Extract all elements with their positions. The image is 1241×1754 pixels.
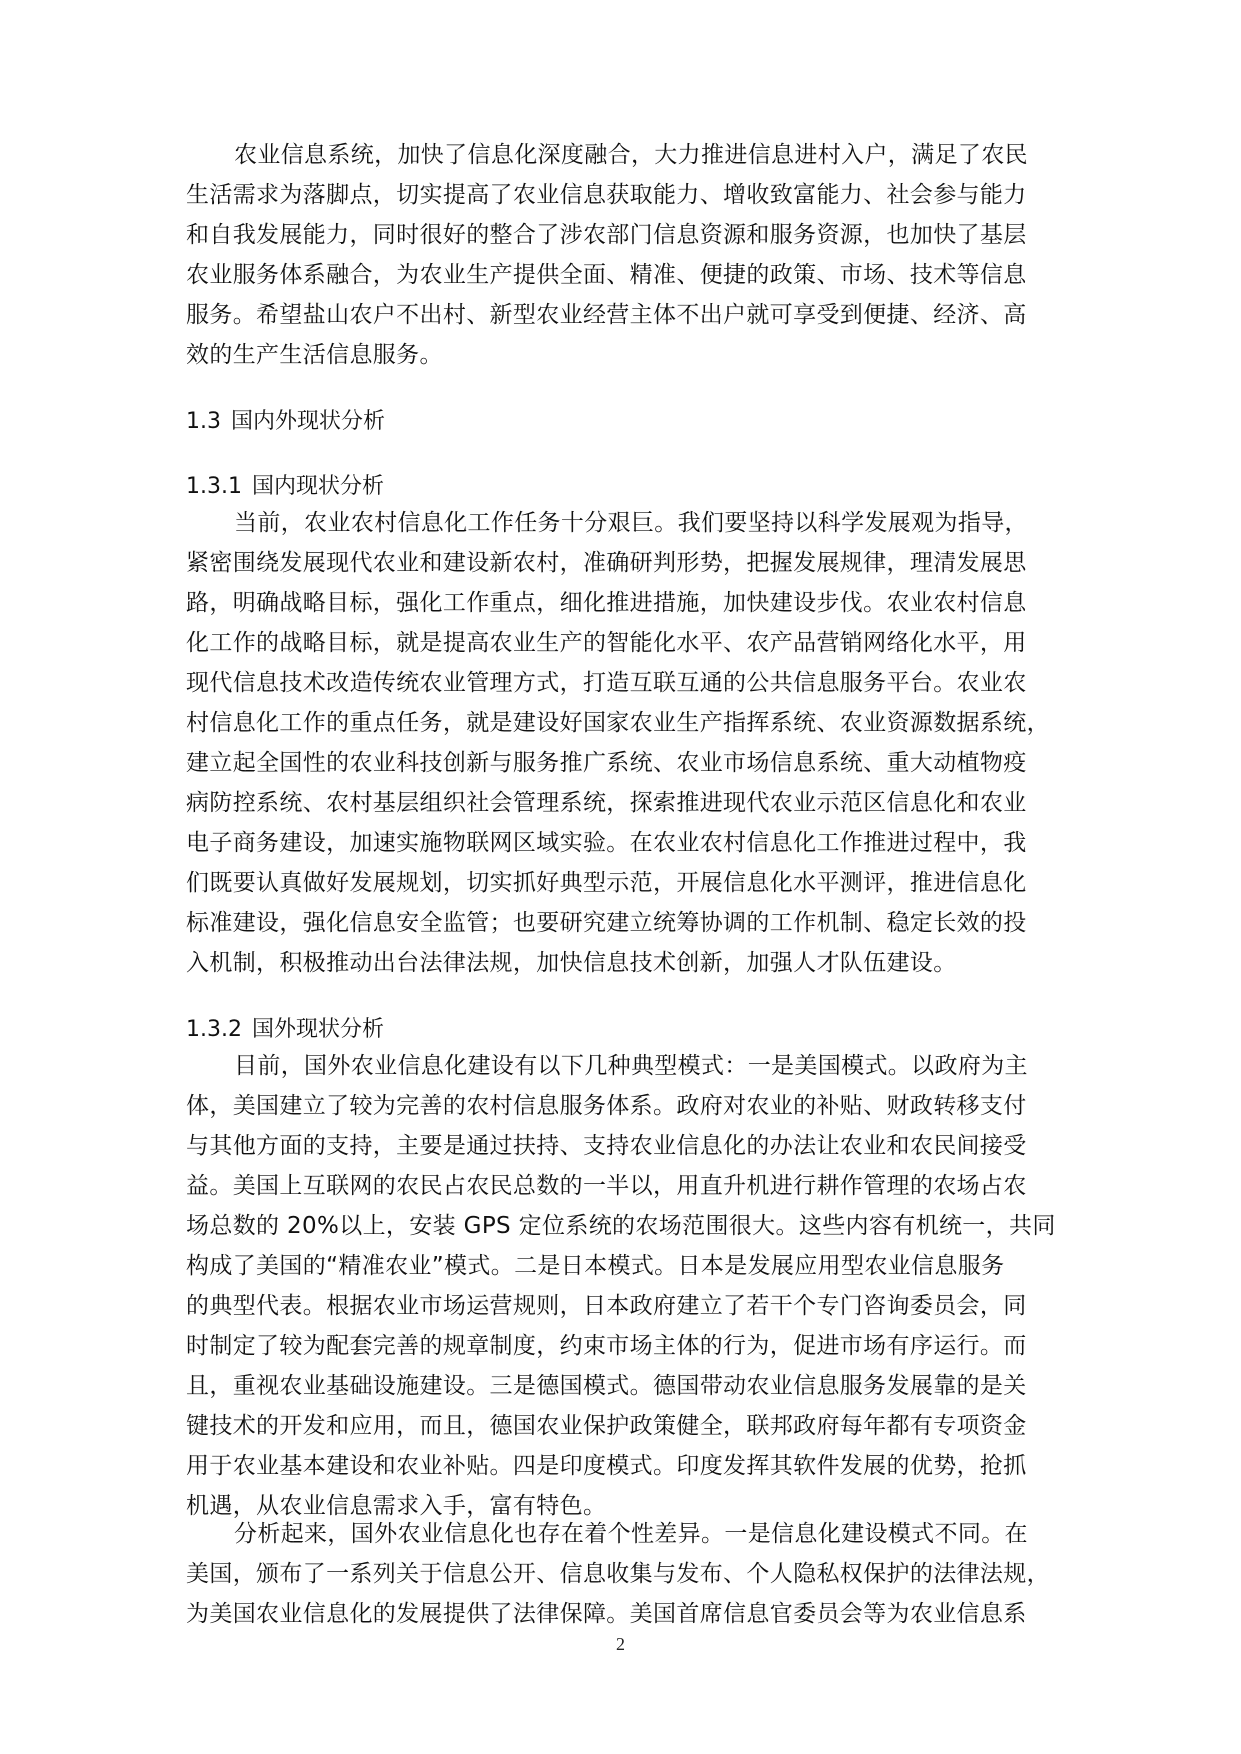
intro-paragraph [186,135,1076,375]
text-line: 用于农业基本建设和农业补贴。四是印度模式。印度发挥其软件发展的优势，抢抓 [186,1453,1027,1479]
text-line: 时制定了较为配套完善的规章制度，约束市场主体的行为，促进市场有序运行。而 [186,1333,1027,1359]
section-number: 1.3.2 [186,1017,242,1042]
text-line: 益。美国上互联网的农民占农民总数的一半以，用直升机进行耕作管理的农场占农 [186,1173,1027,1199]
section-heading-1-3-2 [186,1010,384,1050]
text-line: 效的生产生活信息服务。 [186,342,443,368]
text-line: 电子商务建设，加速实施物联网区域实验。在农业农村信息化工作推进过程中，我 [186,830,1027,856]
text-line: 目前，国外农业信息化建设有以下几种典型模式：一是美国模式。以政府为主 [234,1053,1028,1079]
text-line: 现代信息技术改造传统农业管理方式，打造互联互通的公共信息服务平台。农业农 [186,670,1027,696]
section-heading-1-3-1 [186,467,384,507]
text-line: 入机制，积极推动出台法律法规，加快信息技术创新，加强人才队伍建设。 [186,950,957,976]
text-line: 农业服务体系融合，为农业生产提供全面、精准、便捷的政策、市场、技术等信息 [186,262,1027,288]
text-line: 美国，颁布了一系列关于信息公开、信息收集与发布、个人隐私权保护的法律法规， [186,1561,1050,1587]
text-line: 村信息化工作的重点任务，就是建设好国家农业生产指挥系统、农业资源数据系统， [186,710,1050,736]
text-line: 病防控系统、农村基层组织社会管理系统，探索推进现代农业示范区信息化和农业 [186,790,1027,816]
text-line: 构成了美国的“精准农业”模式。二是日本模式。日本是发展应用型农业信息服务 [186,1253,1005,1279]
text-line: 与其他方面的支持，主要是通过扶持、支持农业信息化的办法让农业和农民间接受 [186,1133,1027,1159]
text-line: 当前，农业农村信息化工作任务十分艰巨。我们要坚持以科学发展观为指导， [234,510,1028,536]
text-line: 机遇，从农业信息需求入手，富有特色。 [186,1493,607,1519]
text-line: 且，重视农业基础设施建设。三是德国模式。德国带动农业信息服务发展靠的是关 [186,1373,1027,1399]
section-title: 国内外现状分析 [231,409,386,434]
text-line: 农业信息系统，加快了信息化深度融合，大力推进信息进村入户，满足了农民 [234,142,1028,168]
text-line: 生活需求为落脚点，切实提高了农业信息获取能力、增收致富能力、社会参与能力 [186,182,1027,208]
section-number: 1.3 [186,409,221,434]
text-line: 紧密围绕发展现代农业和建设新农村，准确研判形势，把握发展规律，理清发展思 [186,550,1027,576]
text-line: 场总数的 20%以上，安装 GPS 定位系统的农场范围很大。这些内容有机统一，共同 [186,1213,1056,1239]
domestic-status-paragraph [186,503,1076,983]
page-number: 2 [616,1634,625,1654]
section-number: 1.3.1 [186,474,242,499]
foreign-status-paragraph-1 [186,1046,1076,1526]
text-line: 为美国农业信息化的发展提供了法律保障。美国首席信息官委员会等为农业信息系 [186,1601,1027,1627]
text-line: 体，美国建立了较为完善的农村信息服务体系。政府对农业的补贴、财政转移支付 [186,1093,1027,1119]
section-title: 国内现状分析 [251,474,384,499]
foreign-status-paragraph-2 [186,1514,1076,1634]
text-line: 和自我发展能力，同时很好的整合了涉农部门信息资源和服务资源，也加快了基层 [186,222,1027,248]
text-line: 分析起来，国外农业信息化也存在着个性差异。一是信息化建设模式不同。在 [234,1521,1028,1547]
text-line: 标准建设，强化信息安全监管；也要研究建立统筹协调的工作机制、稳定长效的投 [186,910,1027,936]
section-title: 国外现状分析 [251,1017,384,1042]
text-line: 的典型代表。根据农业市场运营规则，日本政府建立了若干个专门咨询委员会，同 [186,1293,1027,1319]
text-line: 化工作的战略目标，就是提高农业生产的智能化水平、农产品营销网络化水平，用 [186,630,1027,656]
text-line: 键技术的开发和应用，而且，德国农业保护政策健全，联邦政府每年都有专项资金 [186,1413,1027,1439]
text-line: 们既要认真做好发展规划，切实抓好典型示范，开展信息化水平测评，推进信息化 [186,870,1027,896]
section-heading-1-3 [186,402,385,442]
text-line: 服务。希望盐山农户不出村、新型农业经营主体不出户就可享受到便捷、经济、高 [186,302,1027,328]
text-line: 路，明确战略目标，强化工作重点，细化推进措施，加快建设步伐。农业农村信息 [186,590,1027,616]
text-line: 建立起全国性的农业科技创新与服务推广系统、农业市场信息系统、重大动植物疫 [186,750,1027,776]
